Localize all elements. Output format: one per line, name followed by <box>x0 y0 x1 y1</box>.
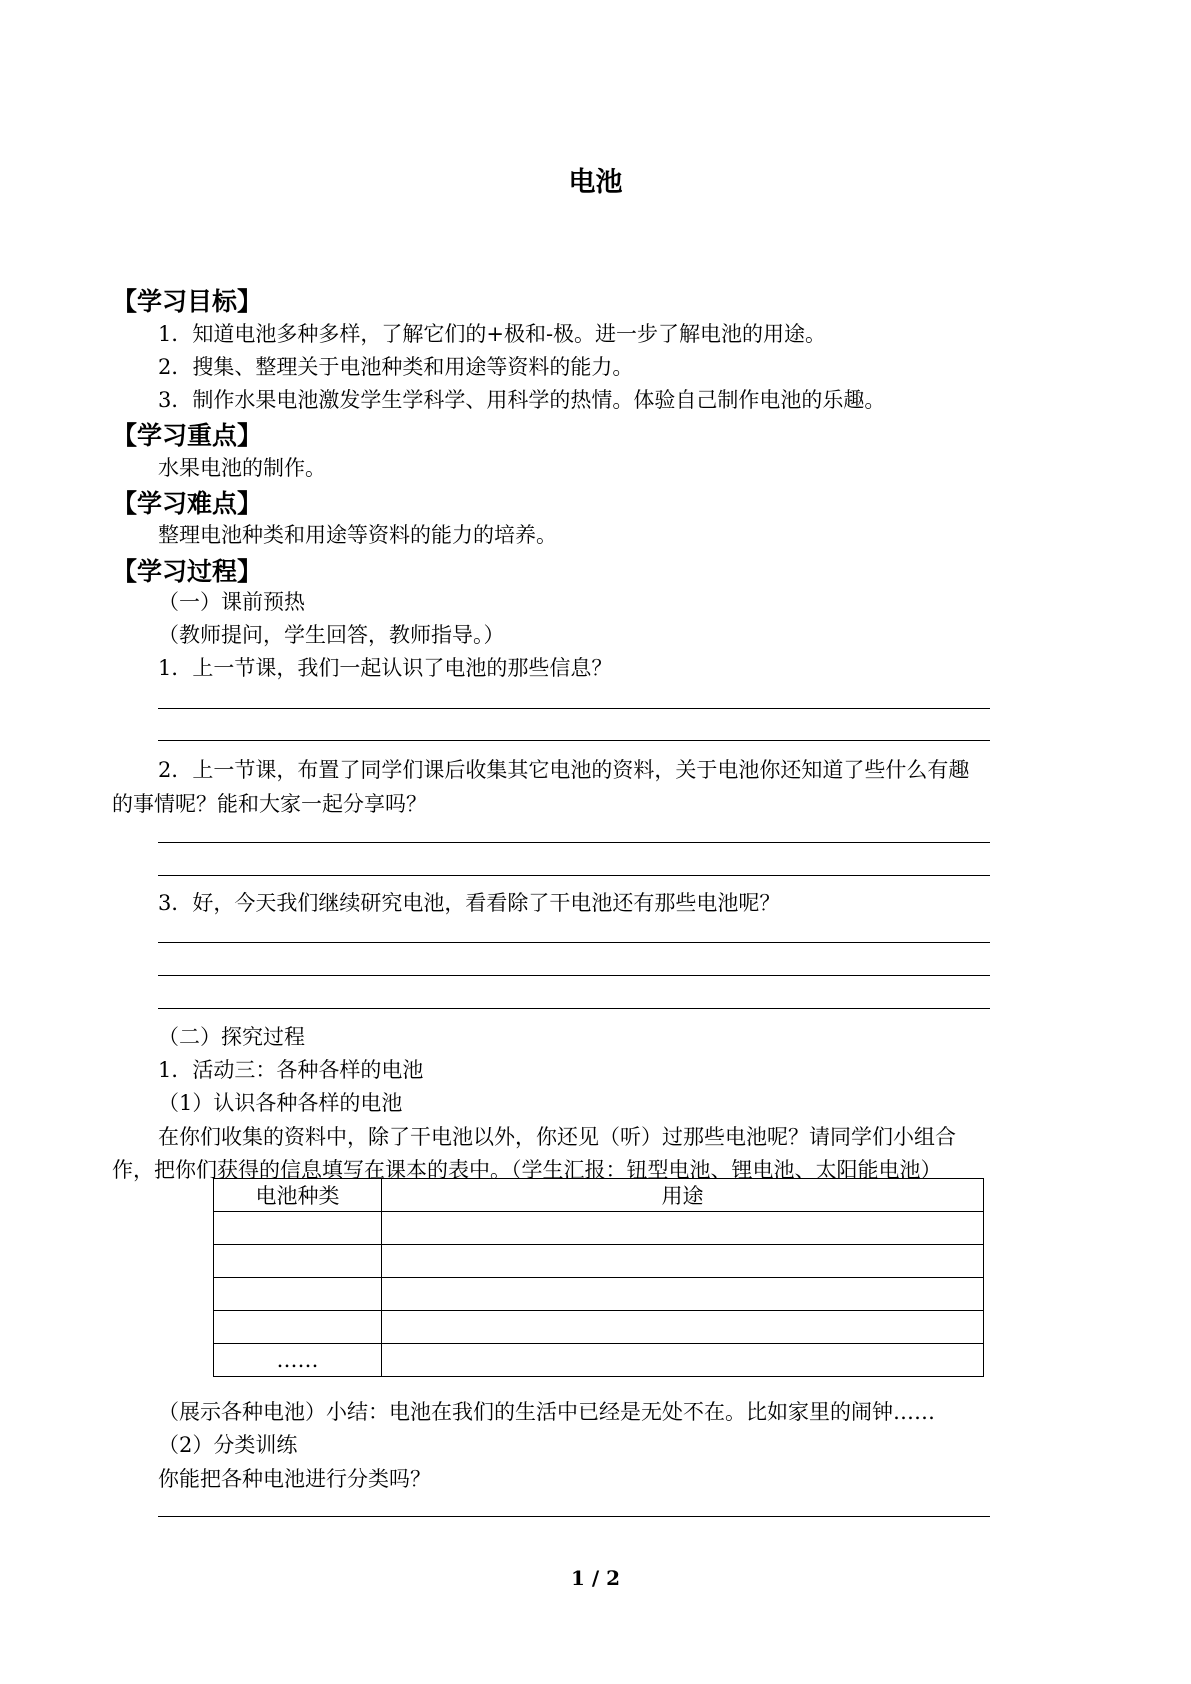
key-points-heading: 【学习重点】 <box>112 421 263 450</box>
answer-line[interactable] <box>158 975 990 976</box>
table-cell-usage[interactable] <box>382 1311 984 1344</box>
part1-note: （教师提问，学生回答，教师指导。） <box>158 623 505 647</box>
part2-title: （二）探究过程 <box>158 1025 305 1049</box>
sub-section-1: （1）认识各种各样的电池 <box>158 1091 403 1115</box>
answer-line[interactable] <box>158 942 990 943</box>
question-3: 3．好，今天我们继续研究电池，看看除了干电池还有那些电池呢？ <box>158 891 781 915</box>
table-cell-type[interactable] <box>214 1278 382 1311</box>
key-points-text: 水果电池的制作。 <box>158 456 326 480</box>
answer-line[interactable] <box>158 708 990 709</box>
table-cell-usage[interactable] <box>382 1344 984 1377</box>
table-cell-type[interactable] <box>214 1212 382 1245</box>
question-2-cont: 的事情呢？能和大家一起分享吗？ <box>112 792 427 816</box>
answer-line[interactable] <box>158 875 990 876</box>
objectives-heading: 【学习目标】 <box>112 287 263 316</box>
table-cell-type[interactable] <box>214 1311 382 1344</box>
table-cell-usage[interactable] <box>382 1245 984 1278</box>
header-battery-type: 电池种类 <box>214 1179 382 1212</box>
sub-section-2: （2）分类训练 <box>158 1433 298 1457</box>
table-row <box>214 1311 984 1344</box>
answer-line[interactable] <box>158 1008 990 1009</box>
table-row <box>214 1344 984 1377</box>
header-usage: 用途 <box>382 1179 984 1212</box>
answer-line[interactable] <box>158 740 990 741</box>
table-cell-usage[interactable] <box>382 1278 984 1311</box>
classification-question: 你能把各种电池进行分类吗？ <box>158 1467 431 1491</box>
summary-text: （展示各种电池）小结：电池在我们的生活中已经是无处不在。比如家里的闹钟…… <box>158 1400 935 1424</box>
objective-item: 1．知道电池多种多样，了解它们的+极和-极。进一步了解电池的用途。 <box>158 322 827 346</box>
table-header-row <box>214 1179 984 1212</box>
table-row <box>214 1278 984 1311</box>
objective-item: 3．制作水果电池激发学生学科学、用科学的热情。体验自己制作电池的乐趣。 <box>158 388 886 412</box>
table-row <box>214 1212 984 1245</box>
page-title: 电池 <box>568 167 623 198</box>
question-2: 2．上一节课，布置了同学们课后收集其它电池的资料，关于电池你还知道了些什么有趣 <box>158 758 970 782</box>
table-cell-usage[interactable] <box>382 1212 984 1245</box>
answer-line[interactable] <box>158 1516 990 1517</box>
difficulties-text: 整理电池种类和用途等资料的能力的培养。 <box>158 523 557 547</box>
battery-table <box>213 1178 984 1377</box>
part1-title: （一）课前预热 <box>158 590 305 614</box>
table-row <box>214 1245 984 1278</box>
difficulties-heading: 【学习难点】 <box>112 489 263 518</box>
instruction-paragraph-cont: 作，把你们获得的信息填写在课本的表中。（学生汇报：钮型电池、锂电池、太阳能电池） <box>112 1158 942 1182</box>
table-cell-type[interactable]: …… <box>214 1344 382 1377</box>
table-cell-type[interactable] <box>214 1245 382 1278</box>
activity-title: 1．活动三：各种各样的电池 <box>158 1058 424 1082</box>
objective-item: 2．搜集、整理关于电池种类和用途等资料的能力。 <box>158 355 634 379</box>
page-number: 1 / 2 <box>570 1566 621 1590</box>
process-heading: 【学习过程】 <box>112 557 263 586</box>
question-1: 1．上一节课，我们一起认识了电池的那些信息？ <box>158 656 613 680</box>
answer-line[interactable] <box>158 842 990 843</box>
instruction-paragraph: 在你们收集的资料中，除了干电池以外，你还见（听）过那些电池呢？请同学们小组合 <box>158 1125 956 1149</box>
